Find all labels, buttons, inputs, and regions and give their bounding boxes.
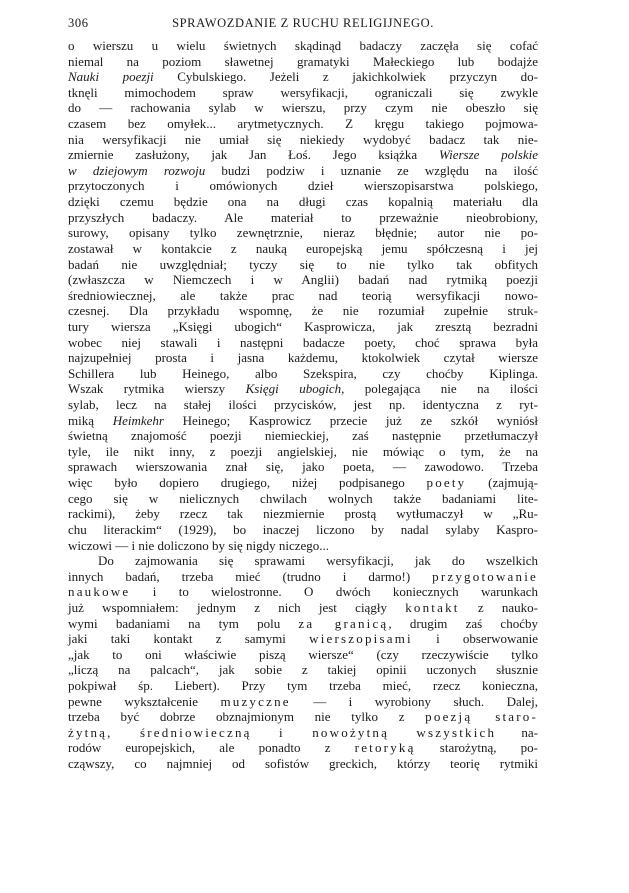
italic-title: Księgi ubogich [245, 381, 342, 397]
text-line [68, 54, 538, 70]
text-segment: trzeba być dobrze obznajmionym nie tylko z [68, 709, 426, 725]
spaced-emphasis: przygotowanie [432, 568, 538, 584]
text-line [68, 475, 538, 491]
text-segment: (zwłaszcza w Niemczech i w Anglii) badań nad rytmiką poezji [68, 272, 538, 288]
text-line [68, 241, 538, 257]
text-line [68, 694, 538, 710]
text-segment: przytoczonych i omówionych dzieł wierszopisarstwa polskiego, [68, 178, 538, 194]
text-segment: i to wielostronne. O dwóch koniecznych warunkach [130, 584, 538, 600]
text-line [68, 616, 538, 632]
text-line [68, 116, 538, 132]
text-line [68, 553, 538, 569]
spaced-emphasis: poezją staro- [425, 709, 538, 725]
text-segment: — i wyrobiony słuch. Dalej, [290, 693, 538, 709]
text-line [68, 631, 538, 647]
text-segment: dzięki czemu będzie ona na długi czas kopalnią materiału dla [68, 194, 538, 210]
spaced-emphasis: żytną, średniowieczną i nowożytną wszystkich [68, 724, 497, 740]
text-segment: miką [68, 412, 113, 428]
text-segment: „liczą na palcach“, jak sobie z takiej opinii uczonych słusznie [68, 662, 538, 678]
text-segment: budzi podziw i uznanie ze względu na ilość [205, 162, 538, 178]
text-segment: rackimi), żeby rzecz tak niezmiernie prostą wytłumaczył w „Ru- [68, 506, 538, 522]
text-line [68, 538, 538, 554]
italic-title: Nauki poezji [68, 69, 154, 85]
text-segment: , drugim zaś choćby [388, 615, 538, 631]
text-line [68, 194, 538, 210]
text-segment: nia wersyfikacji nie umiał się niekiedy wydobyć badacz tak nie- [68, 131, 538, 147]
text-segment: jaki taki kontakt z samymi [68, 631, 310, 647]
text-segment: Heinego; Kasprowicz przecie już ze szkół wyniósł [163, 412, 539, 428]
book-page [68, 14, 538, 772]
text-segment: innych badań, trzeba mieć (trudno i darmo!) [68, 568, 433, 584]
text-segment: pokpiwał śp. Liebert). Przy tym trzeba mieć, rzecz konieczna, [68, 677, 538, 693]
text-segment: sprawach wierszowania znał się, jako poeta, — zawodowo. Trzeba [68, 459, 538, 475]
text-segment: wobec niej stawali i następni badacze poety, choć sprawa była [68, 334, 538, 350]
text-segment: Schillera lub Heinego, albo Szekspira, czy choćby Kiplinga. [68, 365, 538, 381]
text-segment: Wszak rytmika wierszy [68, 381, 246, 397]
text-segment: cego się w nielicznych chwilach wolnych także badaniami lite- [68, 490, 538, 506]
spaced-emphasis: muzyczne [220, 693, 291, 709]
text-line [68, 647, 538, 663]
text-line [68, 756, 538, 772]
text-segment: więc było dopiero drugiego, niżej podpisanego [68, 475, 427, 491]
text-line [68, 178, 538, 194]
text-line [68, 210, 538, 226]
text-line [68, 69, 538, 85]
spaced-emphasis: naukowe [68, 584, 131, 600]
text-segment: pewne wykształcenie [68, 693, 221, 709]
spaced-emphasis: za granicą [298, 615, 389, 631]
text-line [68, 225, 538, 241]
text-segment: sylab, lecz na stałej ilości przycisków, jest np. identyczna z ryt- [68, 397, 538, 413]
text-segment: o wierszu u wielu świetnych skądinąd badaczy zaczęła się cofać [68, 38, 538, 53]
running-title: SPRAWOZDANIE Z RUCHU RELIGIJNEGO. [172, 16, 434, 30]
text-segment: Do zajmowania się sprawami wersyfikacji, jak do wszelkich [98, 553, 538, 569]
page-number: 306 [68, 16, 89, 30]
text-segment: wiczowi — i nie doliczono by się nigdy niczego... [68, 537, 330, 553]
text-line [68, 522, 538, 538]
text-segment: świetną znajomość poezji niemieckiej, zaś następnie przetłumaczył [68, 428, 538, 444]
text-line [68, 100, 538, 116]
text-line [68, 303, 538, 319]
text-segment: do — rachowania sylab w wierszu, przy czym nie obeszło się [68, 100, 538, 116]
text-segment: (zajmują- [466, 475, 538, 491]
text-line [68, 444, 538, 460]
text-segment: już wspomniałem: jednym z nich jest ciągły [68, 599, 406, 615]
text-segment: zostawał w kontakcie z nauką europejską jemu spółczesną i jej [68, 240, 538, 256]
spaced-emphasis: poety [426, 475, 467, 491]
italic-title: Heimkehr [112, 412, 164, 428]
text-segment: surowy, opisany tylko zewnętrznie, nieraz błędnie; autor nie po- [68, 225, 538, 241]
text-segment: tyle, ile nikt inny, z poezji angielskiej, nie mówiąc o tym, że na [68, 443, 538, 459]
text-line [68, 257, 538, 273]
text-segment: zmiernie zasłużony, jak Jan Łoś. Jego książka [68, 147, 439, 163]
text-segment: , polegająca nie na ilości [341, 381, 539, 397]
text-line [68, 600, 538, 616]
text-segment: z nauko- [459, 599, 538, 615]
text-segment: i obserwowanie [412, 631, 539, 647]
page-header [68, 14, 538, 38]
text-line [68, 506, 538, 522]
text-line [68, 319, 538, 335]
text-line [68, 459, 538, 475]
text-segment: czasem bez omyłek... arytmetycznych. Z kręgu takiego pojmowa- [68, 116, 538, 132]
text-segment: wymi badaniami na tym polu [68, 615, 299, 631]
text-segment: starożytną, po- [415, 740, 538, 756]
text-line [68, 413, 538, 429]
text-line [68, 397, 538, 413]
spaced-emphasis: retoryką [354, 740, 416, 756]
text-segment: tury wiersza „Księgi ubogich“ Kasprowicza, jak zresztą bezradni [68, 318, 538, 334]
text-line [68, 132, 538, 148]
text-line [68, 163, 538, 179]
text-segment: tknęli mimochodem spraw wersyfikacji, ograniczali się zwykle [68, 84, 538, 100]
text-line [68, 381, 538, 397]
text-segment: średniowiecznej, ale także prac nad teorią wersyfikacji nowo- [68, 287, 538, 303]
text-line [68, 725, 538, 741]
text-segment: Cybulskiego. Jeżeli z jakichkolwiek przyczyn do- [153, 69, 538, 85]
text-line [68, 85, 538, 101]
text-segment: niemal na poziom sławetnej gramatyki Małeckiego lub bodajże [68, 53, 538, 69]
text-segment: cząwszy, co najmniej od sofistów greckich, którzy teorię rytmiki [68, 756, 538, 772]
text-segment: chu literackim“ (1929), bo inaczej liczono by nadal sylaby Kaspro- [68, 521, 538, 537]
text-line [68, 678, 538, 694]
spaced-emphasis: kontakt [405, 599, 460, 615]
text-segment: na- [496, 724, 538, 740]
spaced-emphasis: wierszopisami [309, 631, 413, 647]
text-line [68, 335, 538, 351]
text-segment: czesnej. Dla przykładu wspomnę, że nie rozumiał zupełnie struk- [68, 303, 538, 319]
text-line [68, 366, 538, 382]
text-segment: rodów europejskich, ale ponadto z [68, 740, 355, 756]
body-text [68, 38, 538, 772]
italic-title: Wiersze polskie [438, 147, 538, 163]
text-line [68, 491, 538, 507]
text-segment: przyszłych badaczy. Ale materiał to przeważnie nieobrobiony, [68, 209, 538, 225]
text-segment: „jak to oni właściwie piszą wiersze“ (czy rzeczywiście tylko [68, 646, 538, 662]
text-line [68, 38, 538, 54]
italic-title: w dziejowym rozwoju [68, 162, 206, 178]
text-line [68, 709, 538, 725]
text-line [68, 350, 538, 366]
text-line [68, 569, 538, 585]
text-line [68, 740, 538, 756]
text-line [68, 147, 538, 163]
text-line [68, 288, 538, 304]
text-line [68, 272, 538, 288]
text-segment: badań nie uwzględniał; tyczy się to nie tylko tak obfitych [68, 256, 538, 272]
text-line [68, 662, 538, 678]
text-line [68, 584, 538, 600]
text-line [68, 428, 538, 444]
text-segment: najzupełniej prosta i jasna każdemu, ktokolwiek czytał wiersze [68, 350, 538, 366]
